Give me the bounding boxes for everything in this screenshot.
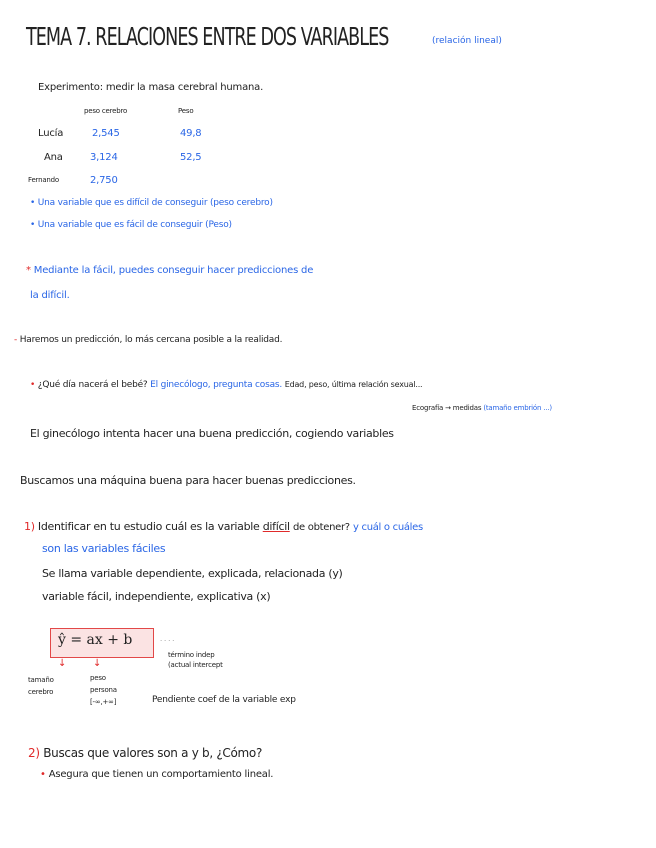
step2-bullet-line	[40, 769, 273, 780]
arrow-down-icon: ↓	[58, 658, 67, 669]
dash-line-text: Haremos un predicción, lo más cercana posible a la realidad.	[17, 335, 283, 345]
label-range: [-∞,+∞]	[90, 698, 117, 706]
gyn-line: El ginecólogo intenta hacer una buena predicción, cogiendo variables	[30, 427, 394, 440]
experiment-line: Experimento: medir la masa cerebral humana.	[38, 82, 264, 93]
label-tamano: tamaño	[28, 676, 54, 684]
term-indep: término indep	[168, 651, 215, 659]
table-row-name: Fernando	[28, 176, 59, 184]
table-row-brain: 3,124	[90, 152, 118, 163]
page-subtitle: (relación lineal)	[432, 36, 502, 46]
label-pendiente: Pendiente coef de la variable exp	[152, 695, 296, 705]
step1-text: Identificar en tu estudio cuál es la variable	[37, 520, 260, 533]
intercept-note: (actual intercept	[168, 661, 223, 669]
star-note	[26, 265, 313, 276]
dash-line	[14, 335, 282, 345]
star-mark: *	[26, 265, 31, 276]
formula-dots: · · · ·	[160, 637, 175, 645]
dash-mark: -	[14, 335, 18, 345]
label-persona: persona	[90, 686, 117, 694]
bullet-hard-variable: • Una variable que es difícil de conseguir (peso cerebro)	[30, 198, 273, 208]
step1-line1-cont: son las variables fáciles	[42, 542, 166, 555]
label-cerebro: cerebro	[28, 688, 54, 696]
step1-number: 1)	[24, 520, 35, 533]
eco-blue: (tamaño embrión ...)	[483, 404, 552, 412]
page-title: TEMA 7. RELACIONES ENTRE DOS VARIABLES	[26, 22, 389, 51]
step2-line	[28, 746, 262, 760]
step1-line1	[24, 520, 423, 533]
table-row-brain: 2,545	[92, 128, 120, 139]
table-row-weight: 52,5	[180, 152, 202, 163]
step1-blue: y cuál o cuáles	[353, 522, 423, 533]
arrow-down-icon: ↓	[93, 658, 102, 669]
table-header-brain: peso cerebro	[84, 107, 128, 115]
question-bullet: •	[30, 380, 36, 390]
star-note-continued: la difícil.	[30, 290, 70, 301]
step1-line2: Se llama variable dependiente, explicada, relacionada (y)	[42, 567, 343, 580]
question-rest: Edad, peso, última relación sexual...	[284, 380, 423, 389]
bullet-easy-variable: • Una variable que es fácil de conseguir (Peso)	[30, 220, 232, 230]
step1-line3: variable fácil, independiente, explicativa (x)	[42, 590, 271, 603]
buscamos-line: Buscamos una máquina buena para hacer buenas predicciones.	[20, 474, 356, 487]
step1-text2: de obtener?	[292, 522, 350, 533]
label-peso: peso	[90, 674, 106, 682]
step2-bullet-text: Asegura que tienen un comportamiento lineal.	[48, 769, 274, 780]
step2-number: 2)	[28, 746, 40, 760]
table-row-brain: 2,750	[90, 175, 118, 186]
table-row-weight: 49,8	[180, 128, 202, 139]
question-line	[30, 380, 422, 390]
step2-text: Buscas que valores son a y b, ¿Cómo?	[43, 746, 263, 760]
step2-bullet: •	[40, 769, 46, 780]
table-row-name: Lucía	[38, 128, 64, 139]
table-header-weight: Peso	[178, 107, 194, 115]
question-blue: El ginecólogo, pregunta cosas.	[150, 380, 283, 390]
star-note-visible: Mediante la fácil, puedes conseguir hacer predicciones de	[30, 265, 314, 276]
table-row-name: Ana	[44, 152, 63, 163]
question-prefix: ¿Qué día nacerá el bebé?	[37, 380, 148, 390]
step1-underlined: difícil	[262, 520, 290, 533]
regression-formula: ŷ = ax + b	[58, 632, 133, 648]
eco-line	[412, 404, 552, 412]
eco-text: Ecografía → medidas	[412, 404, 482, 412]
